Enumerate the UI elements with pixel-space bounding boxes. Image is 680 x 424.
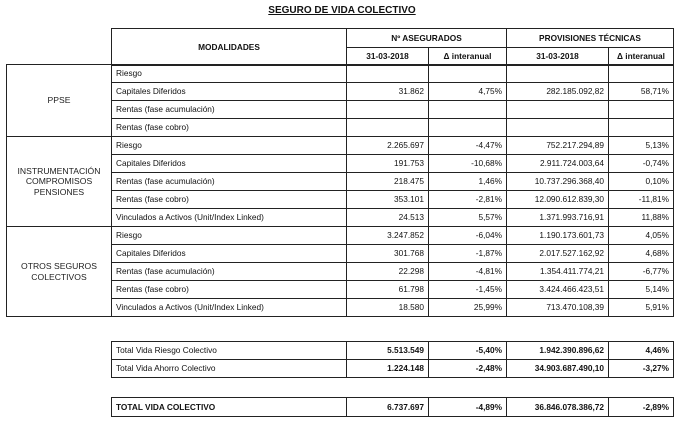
asegurados-delta-cell: 4,75% (429, 83, 507, 101)
modalidad-cell: Riesgo (112, 227, 347, 245)
provisiones-cell (507, 101, 609, 119)
total-provisiones: 1.942.390.896,62 (507, 342, 609, 360)
grand-total-asegurados: 6.737.697 (347, 398, 429, 417)
table-row (7, 65, 674, 83)
modalidad-cell: Rentas (fase acumulación) (112, 263, 347, 281)
total-asegurados: 1.224.148 (347, 360, 429, 378)
asegurados-cell: 301.768 (347, 245, 429, 263)
table-row (7, 227, 674, 245)
provisiones-delta-cell: -6,77% (609, 263, 674, 281)
modalidad-cell: Rentas (fase cobro) (112, 191, 347, 209)
asegurados-cell (347, 65, 429, 83)
provisiones-cell: 1.371.993.716,91 (507, 209, 609, 227)
provisiones-delta-cell: 11,88% (609, 209, 674, 227)
asegurados-delta-cell: -2,81% (429, 191, 507, 209)
asegurados-delta-cell (429, 119, 507, 137)
provisiones-cell: 2.911.724.003,64 (507, 155, 609, 173)
modalidad-cell: Vinculados a Activos (Unit/Index Linked) (112, 209, 347, 227)
modalidad-cell: Riesgo (112, 65, 347, 83)
modalidad-cell: Capitales Diferidos (112, 155, 347, 173)
provisiones-cell: 282.185.092,82 (507, 83, 609, 101)
provisiones-delta-cell: 5,13% (609, 137, 674, 155)
asegurados-delta-cell: 25,99% (429, 299, 507, 317)
provisiones-delta-cell: 5,91% (609, 299, 674, 317)
asegurados-cell: 218.475 (347, 173, 429, 191)
grand-total-asegurados-delta: -4,89% (429, 398, 507, 417)
grand-total-row (112, 398, 674, 417)
asegurados-delta-cell: -10,68% (429, 155, 507, 173)
asegurados-delta-cell: -4,47% (429, 137, 507, 155)
provisiones-delta-cell (609, 101, 674, 119)
asegurados-delta-cell (429, 101, 507, 119)
modalidad-cell: Rentas (fase cobro) (112, 281, 347, 299)
provisiones-cell: 3.424.466.423,51 (507, 281, 609, 299)
asegurados-delta-cell: -1,45% (429, 281, 507, 299)
group-label: INSTRUMENTACIÓN COMPROMISOS PENSIONES (7, 137, 112, 227)
subtotals-table (111, 341, 674, 378)
provisiones-delta-cell (609, 119, 674, 137)
asegurados-cell: 61.798 (347, 281, 429, 299)
provisiones-cell: 2.017.527.162,92 (507, 245, 609, 263)
asegurados-delta-cell: -6,04% (429, 227, 507, 245)
header-table (111, 28, 674, 66)
group-label: OTROS SEGUROS COLECTIVOS (7, 227, 112, 317)
total-asegurados-delta: -2,48% (429, 360, 507, 378)
total-row-riesgo (112, 342, 674, 360)
asegurados-delta-cell: -4,81% (429, 263, 507, 281)
provisiones-delta-cell: 0,10% (609, 173, 674, 191)
asegurados-cell: 18.580 (347, 299, 429, 317)
report-title: SEGURO DE VIDA COLECTIVO (268, 5, 416, 16)
total-label: Total Vida Riesgo Colectivo (112, 342, 347, 360)
provisiones-cell: 713.470.108,39 (507, 299, 609, 317)
total-provisiones: 34.903.687.490,10 (507, 360, 609, 378)
header-asegurados-date: 31-03-2018 (347, 48, 429, 66)
total-asegurados: 5.513.549 (347, 342, 429, 360)
asegurados-cell: 24.513 (347, 209, 429, 227)
provisiones-delta-cell: 4,05% (609, 227, 674, 245)
provisiones-delta-cell: -0,74% (609, 155, 674, 173)
modalidades-table (6, 64, 674, 317)
asegurados-cell: 191.753 (347, 155, 429, 173)
asegurados-cell: 2.265.697 (347, 137, 429, 155)
provisiones-delta-cell (609, 65, 674, 83)
provisiones-cell (507, 65, 609, 83)
modalidad-cell: Riesgo (112, 137, 347, 155)
total-asegurados-delta: -5,40% (429, 342, 507, 360)
provisiones-delta-cell: 58,71% (609, 83, 674, 101)
modalidad-cell: Rentas (fase cobro) (112, 119, 347, 137)
grand-total-provisiones: 36.846.078.386,72 (507, 398, 609, 417)
provisiones-cell: 10.737.296.368,40 (507, 173, 609, 191)
provisiones-delta-cell: -11,81% (609, 191, 674, 209)
grand-total-table (111, 397, 674, 417)
grand-total-label: TOTAL VIDA COLECTIVO (112, 398, 347, 417)
modalidad-cell: Rentas (fase acumulación) (112, 173, 347, 191)
asegurados-delta-cell: 1,46% (429, 173, 507, 191)
provisiones-delta-cell: 4,68% (609, 245, 674, 263)
group-label: PPSE (7, 65, 112, 137)
asegurados-delta-cell: 5,57% (429, 209, 507, 227)
provisiones-cell: 1.354.411.774,21 (507, 263, 609, 281)
table-row (7, 137, 674, 155)
modalidad-cell: Capitales Diferidos (112, 245, 347, 263)
header-modalidades: MODALIDADES (112, 29, 347, 66)
total-label: Total Vida Ahorro Colectivo (112, 360, 347, 378)
provisiones-cell: 1.190.173.601,73 (507, 227, 609, 245)
asegurados-delta-cell: -1,87% (429, 245, 507, 263)
modalidad-cell: Vinculados a Activos (Unit/Index Linked) (112, 299, 347, 317)
provisiones-cell: 12.090.612.839,30 (507, 191, 609, 209)
total-row-ahorro (112, 360, 674, 378)
total-provisiones-delta: 4,46% (609, 342, 674, 360)
asegurados-cell (347, 119, 429, 137)
header-provisiones-date: 31-03-2018 (507, 48, 609, 66)
header-provisiones-delta: Δ interanual (609, 48, 674, 66)
grand-total-provisiones-delta: -2,89% (609, 398, 674, 417)
provisiones-delta-cell: 5,14% (609, 281, 674, 299)
header-asegurados: Nº ASEGURADOS (347, 29, 507, 48)
asegurados-cell: 31.862 (347, 83, 429, 101)
header-provisiones: PROVISIONES TÉCNICAS (507, 29, 674, 48)
asegurados-delta-cell (429, 65, 507, 83)
asegurados-cell: 22.298 (347, 263, 429, 281)
provisiones-cell (507, 119, 609, 137)
asegurados-cell: 3.247.852 (347, 227, 429, 245)
asegurados-cell: 353.101 (347, 191, 429, 209)
modalidad-cell: Rentas (fase acumulación) (112, 101, 347, 119)
header-asegurados-delta: Δ interanual (429, 48, 507, 66)
total-provisiones-delta: -3,27% (609, 360, 674, 378)
asegurados-cell (347, 101, 429, 119)
provisiones-cell: 752.217.294,89 (507, 137, 609, 155)
modalidad-cell: Capitales Diferidos (112, 83, 347, 101)
